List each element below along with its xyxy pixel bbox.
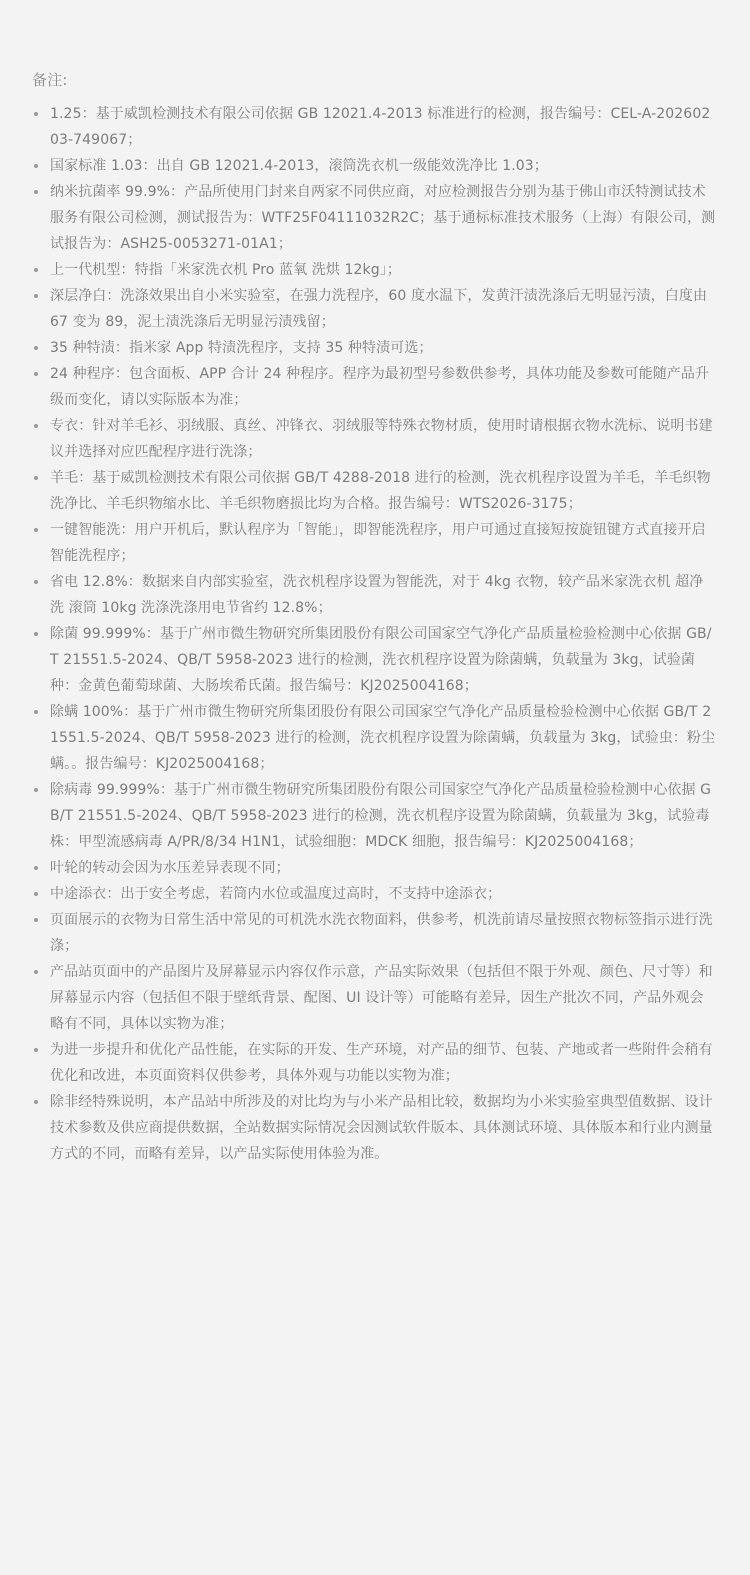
note-item bbox=[32, 413, 716, 465]
note-text: 除病毒 99.999%：基于广州市微生物研究所集团股份有限公司国家空气净化产品质量检验检测中心依据 GB/T 21551.5-2024、QB/T 5958-2023 进行的检测，洗衣机程序设置为除菌螨，负载量为 3kg，试验毒株：甲型流感病毒 A/PR/8/34 H1N1，试验细胞：MDCK 细胞，报告编号：KJ2025004168； bbox=[50, 782, 712, 850]
note-text: 一键智能洗：用户开机后，默认程序为「智能」，即智能洗程序，用户可通过直接短按旋钮键方式直接开启智能洗程序； bbox=[50, 522, 706, 564]
notes-title: 备注: bbox=[32, 71, 68, 89]
bullet-icon bbox=[34, 476, 38, 480]
note-text: 页面展示的衣物为日常生活中常见的可机洗水洗衣物面料，供参考，机洗前请尽量按照衣物标签指示进行洗涤； bbox=[50, 912, 713, 954]
note-item bbox=[32, 465, 716, 517]
bullet-icon bbox=[34, 918, 38, 922]
note-text: 上一代机型：特指「米家洗衣机 Pro 蓝氧 洗烘 12kg」； bbox=[50, 262, 401, 278]
note-item bbox=[32, 569, 716, 621]
note-text: 产品站页面中的产品图片及屏幕显示内容仅作示意，产品实际效果（包括但不限于外观、颜色、尺寸等）和屏幕显示内容（包括但不限于壁纸背景、配图、UI 设计等）可能略有差异，因生产批次不同，产品外观会略有不同，具体以实物为准； bbox=[50, 964, 713, 1032]
note-text: 省电 12.8%：数据来自内部实验室，洗衣机程序设置为智能洗，对于 4kg 衣物，较产品米家洗衣机 超净洗 滚筒 10kg 洗涤洗涤用电节省约 12.8%； bbox=[50, 574, 704, 616]
note-text: 除菌 99.999%：基于广州市微生物研究所集团股份有限公司国家空气净化产品质量检验检测中心依据 GB/T 21551.5-2024、QB/T 5958-2023 进行的检测，洗衣机程序设置为除菌螨，负载量为 3kg，试验菌种：金黄色葡萄球菌、大肠埃希氏菌。报告编号：KJ2025004168； bbox=[50, 626, 712, 694]
bullet-icon bbox=[34, 710, 38, 714]
note-item bbox=[32, 699, 716, 777]
note-text: 除非经特殊说明，本产品站中所涉及的对比均为与小米产品相比较，数据均为小米实验室典型值数据、设计技术参数及供应商提供数据，全站数据实际情况会因测试软件版本、具体测试环境、具体版本和行业内测量方式的不同，而略有差异，以产品实际使用体验为准。 bbox=[50, 1094, 713, 1162]
note-text: 中途添衣：出于安全考虑，若筒内水位或温度过高时，不支持中途添衣； bbox=[50, 886, 502, 902]
note-text: 叶轮的转动会因为水压差异表现不同； bbox=[50, 860, 290, 876]
note-item bbox=[32, 361, 716, 413]
note-item bbox=[32, 283, 716, 335]
bullet-icon bbox=[34, 632, 38, 636]
note-text: 国家标准 1.03：出自 GB 12021.4-2013，滚筒洗衣机一级能效洗净比 1.03； bbox=[50, 158, 548, 174]
bullet-icon bbox=[34, 112, 38, 116]
bullet-icon bbox=[34, 892, 38, 896]
note-item bbox=[32, 777, 716, 855]
note-item bbox=[32, 517, 716, 569]
bullet-icon bbox=[34, 268, 38, 272]
notes-list bbox=[32, 101, 716, 1167]
note-text: 为进一步提升和优化产品性能，在实际的开发、生产环境，对产品的细节、包装、产地或者一些附件会稍有优化和改进，本页面资料仅供参考，具体外观与功能以实物为准； bbox=[50, 1042, 713, 1084]
bullet-icon bbox=[34, 372, 38, 376]
note-item bbox=[32, 153, 716, 179]
bullet-icon bbox=[34, 294, 38, 298]
bullet-icon bbox=[34, 346, 38, 350]
note-text: 羊毛：基于威凯检测技术有限公司依据 GB/T 4288-2018 进行的检测，洗衣机程序设置为羊毛，羊毛织物洗净比、羊毛织物缩水比、羊毛织物磨损比均为合格。报告编号：WTS2026-3175； bbox=[50, 470, 711, 512]
bullet-icon bbox=[34, 970, 38, 974]
note-text: 专衣：针对羊毛衫、羽绒服、真丝、冲锋衣、羽绒服等特殊衣物材质，使用时请根据衣物水洗标、说明书建议并选择对应匹配程序进行洗涤； bbox=[50, 418, 713, 460]
note-item bbox=[32, 907, 716, 959]
note-item bbox=[32, 881, 716, 907]
note-item bbox=[32, 855, 716, 881]
bullet-icon bbox=[34, 580, 38, 584]
note-text: 除螨 100%：基于广州市微生物研究所集团股份有限公司国家空气净化产品质量检验检测中心依据 GB/T 21551.5-2024、QB/T 5958-2023 进行的检测，洗衣机程序设置为除菌螨，负载量为 3kg，试验虫：粉尘螨。。报告编号：KJ2025004168； bbox=[50, 704, 716, 772]
bullet-icon bbox=[34, 1048, 38, 1052]
bullet-icon bbox=[34, 164, 38, 168]
bullet-icon bbox=[34, 1100, 38, 1104]
bullet-icon bbox=[34, 424, 38, 428]
note-text: 35 种特渍：指米家 App 特渍洗程序，支持 35 种特渍可选； bbox=[50, 340, 433, 356]
note-item bbox=[32, 335, 716, 361]
note-text: 24 种程序：包含面板、APP 合计 24 种程序。程序为最初型号参数供参考，具体功能及参数可能随产品升级而变化，请以实际版本为准； bbox=[50, 366, 710, 408]
note-text: 1.25：基于威凯检测技术有限公司依据 GB 12021.4-2013 标准进行的检测，报告编号：CEL-A-20260203-749067； bbox=[50, 106, 711, 148]
note-text: 深层净白：洗涤效果出自小米实验室，在强力洗程序，60 度水温下，发黄汗渍洗涤后无明显污渍，白度由 67 变为 89，泥土渍洗涤后无明显污渍残留； bbox=[50, 288, 708, 330]
bullet-icon bbox=[34, 528, 38, 532]
note-item bbox=[32, 257, 716, 283]
note-item bbox=[32, 621, 716, 699]
note-item bbox=[32, 179, 716, 257]
bullet-icon bbox=[34, 190, 38, 194]
note-item bbox=[32, 1037, 716, 1089]
note-item bbox=[32, 101, 716, 153]
note-item bbox=[32, 959, 716, 1037]
note-item bbox=[32, 1089, 716, 1167]
bullet-icon bbox=[34, 866, 38, 870]
bullet-icon bbox=[34, 788, 38, 792]
note-text: 纳米抗菌率 99.9%：产品所使用门封来自两家不同供应商，对应检测报告分别为基于佛山市沃特测试技术服务有限公司检测，测试报告为：WTF25F04111032R2C；基于通标标准技术服务（上海）有限公司，测试报告为：ASH25-0053271-01A1； bbox=[50, 184, 716, 252]
